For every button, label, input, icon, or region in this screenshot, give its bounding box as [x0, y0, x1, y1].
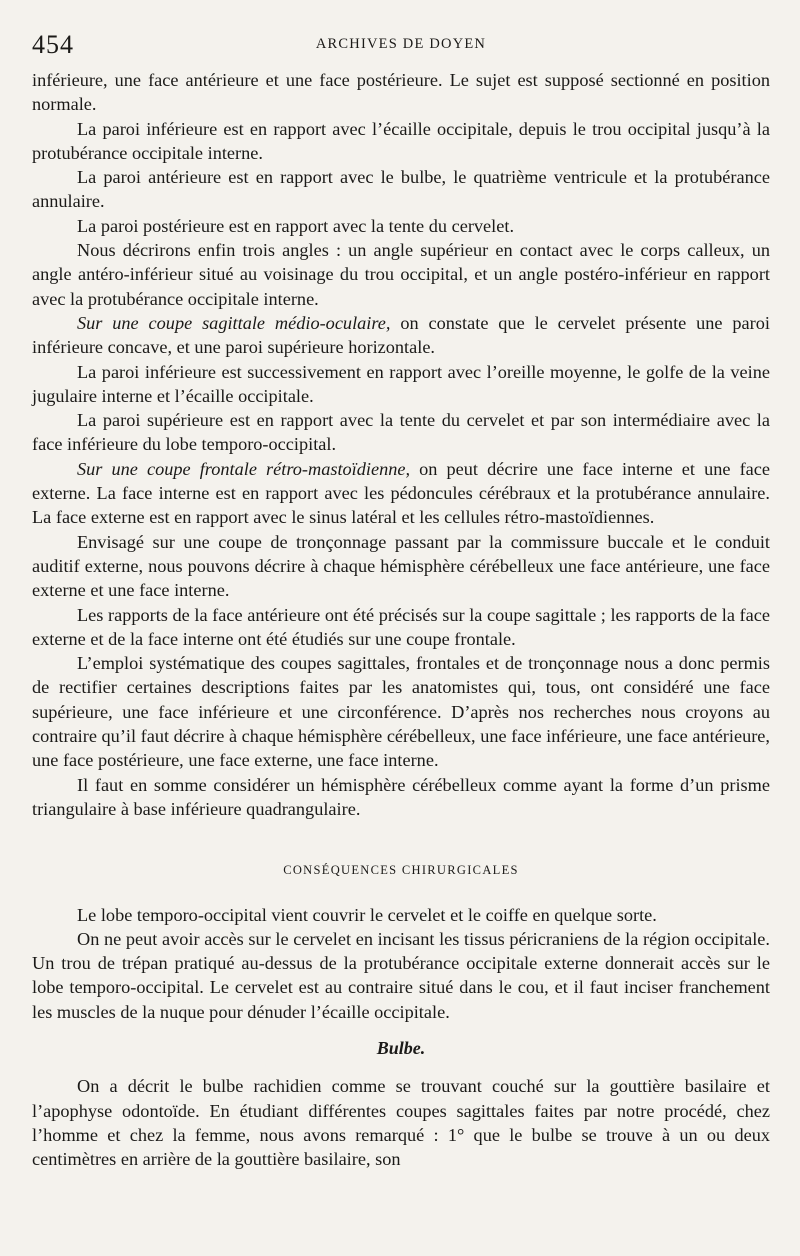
paragraph-text: on constate que le cervelet présente une paroi inférieure concave, et une paroi supérieure horizontale.	[32, 312, 770, 358]
page-header	[32, 28, 770, 68]
paragraph-text: Nous décrirons enfin trois angles : un angle supérieur en contact avec le corps calleux, un angle antéro-inférieur situé au voisinage du trou occipital, et un angle postéro-inférieur en rapport avec la protubérance occipitale interne.	[32, 240, 770, 309]
paragraph-text: La paroi postérieure est en rapport avec la tente du cervelet.	[77, 215, 515, 236]
paragraph	[32, 165, 770, 214]
paragraph-text: Les rapports de la face antérieure ont été précisés sur la coupe sagittale ; les rapports de la face externe et de la face interne ont été étudiés sur une coupe frontale.	[32, 604, 770, 649]
paragraph-text: inférieure, une face antérieure et une face postérieure. Le sujet est supposé sectionné en position normale.	[32, 70, 770, 115]
paragraph-text: On a décrit le bulbe rachidien comme se trouvant couché sur la gouttière basilaire et l’apophyse odontoïde. En étudiant différentes coupes sagittales faites par notre procédé, chez l’homme et chez la femme, nous avons remarqué : 1° que le bulbe se trouve à un ou deux centimètres en arrière de la gouttière basilaire, son	[32, 1076, 770, 1170]
paragraph	[32, 360, 770, 409]
paragraph	[32, 457, 770, 530]
paragraph-text: La paroi inférieure est en rapport avec l’écaille occipitale, depuis le trou occipital jusqu’à la protubérance occipitale interne.	[32, 118, 770, 163]
paragraph-text: L’emploi systématique des coupes sagittales, frontales et de tronçonnage nous a donc permis de rectifier certaines descriptions faites par les anatomistes qui, tous, ont considéré une face supérieure, une face inférieure et une circonférence. D’après nos recherches nous croyons au contraire qu’il faut décrire à chaque hémisphère cérébelleux, une face inférieure, une face antérieure, une face postérieure, une face externe, une face interne.	[32, 653, 770, 771]
italic-lead: Sur une coupe sagittale médio-oculaire,	[77, 312, 391, 333]
paragraph	[32, 68, 770, 117]
page-number: 454	[32, 30, 74, 59]
paragraph	[32, 408, 770, 457]
body-text	[32, 68, 770, 1171]
paragraph-group-anatomy	[32, 68, 770, 821]
section-heading: CONSÉQUENCES CHIRURGICALES	[283, 863, 519, 878]
paragraph	[32, 603, 770, 652]
paragraph-text: Envisagé sur une coupe de tronçonnage passant par la commissure buccale et le conduit auditif externe, nous pouvons décrire à chaque hémisphère cérébelleux une face antérieure, une face externe et une face interne.	[32, 531, 770, 601]
paragraph-text: La paroi inférieure est successivement en rapport avec l’oreille moyenne, le golfe de la veine jugulaire interne et l’écaille occipitale.	[32, 361, 770, 406]
paragraph-group-surgical	[32, 903, 770, 1024]
italic-lead: Sur une coupe frontale rétro-mastoïdienne,	[77, 458, 411, 479]
paragraph-text: Le lobe temporo-occipital vient couvrir le cervelet et le coiffe en quelque sorte.	[77, 904, 657, 925]
paragraph	[32, 903, 770, 927]
subheading-bulbe: Bulbe.	[376, 1037, 426, 1058]
paragraph	[32, 773, 770, 822]
paragraph	[32, 927, 770, 1024]
paragraph-text: Il faut en somme considérer un hémisphère cérébelleux comme ayant la forme d’un prisme triangulaire à base inférieure quadrangulaire.	[32, 774, 770, 819]
paragraph	[32, 1074, 770, 1171]
paragraph	[32, 530, 770, 603]
paragraph	[32, 311, 770, 360]
paragraph-text: La paroi antérieure est en rapport avec le bulbe, le quatrième ventricule et la protubérance annulaire.	[32, 167, 770, 212]
paragraph	[32, 238, 770, 311]
paragraph	[32, 651, 770, 772]
paragraph-text: On ne peut avoir accès sur le cervelet en incisant les tissus péricraniens de la région occipitale. Un trou de trépan pratiqué au-dessus de la protubérance occipitale externe donnerait accès sur le lobe temporo-occipital. Le cervelet est au contraire situé dans le cou, et il faut inciser franchement les muscles de la nuque pour dénuder l’écaille occipitale.	[32, 928, 770, 1022]
paragraph-group-bulbe	[32, 1074, 770, 1171]
paragraph	[32, 214, 770, 238]
paragraph	[32, 117, 770, 166]
paragraph-text: on peut décrire une face interne et une face externe. La face interne est en rapport avec les pédoncules cérébraux et la protubérance annulaire. La face externe est en rapport avec le sinus latéral et les cellules rétro-mastoïdiennes.	[32, 458, 770, 528]
running-title: ARCHIVES DE DOYEN	[315, 36, 487, 52]
paragraph-text: La paroi supérieure est en rapport avec la tente du cervelet et par son intermédiaire avec la face inférieure du lobe temporo-occipital.	[32, 410, 770, 455]
